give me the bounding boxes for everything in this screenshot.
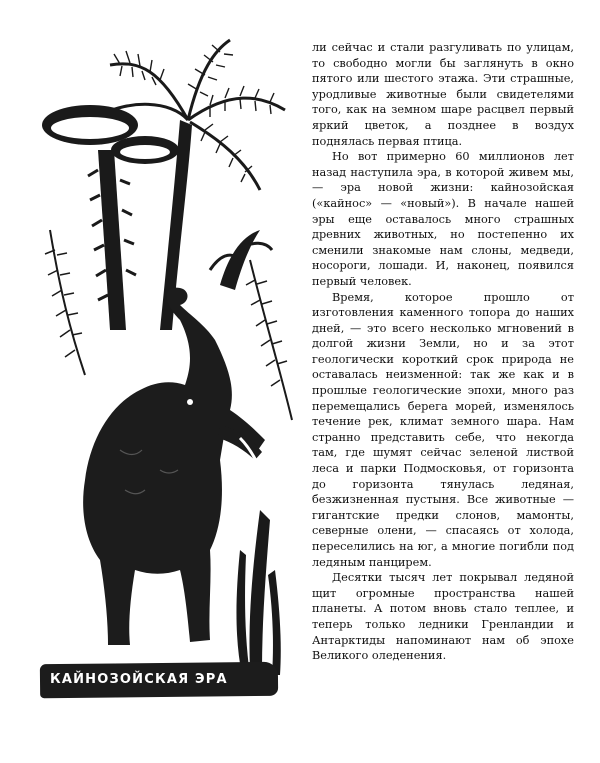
cenozoic-illustration (30, 30, 300, 710)
paragraph: Время, которое прошло от изготовления каменного топора до наших дней, — это всего несколько мгновений в долгой жизни Земли, но и за этот геологически короткий срок природа не оставалась неизменной: так же как и в прошлые геологические эпохи, много раз перемещались берега морей, изменялось течение рек, климат земного шара. Нам странно представить себе, что некогда там, где шумят сейчас зеленой листвой леса и парки Подмосковья, от горизонта до горизонта тянулась ледяная, безжизненная пустыня. Все животные — гигантские предки слонов, мамонты, северные олени, — спасаясь от холода, переселились на юг, а многие погибли под ледяным панцирем. (312, 290, 574, 569)
right-fern (250, 260, 292, 420)
paragraph: Десятки тысяч лет покрывал ледяной щит огромные пространства нашей планеты. А потом вновь стало теплее, и теперь только ледники Гренландии и Антарктиды напоминают нам об эпохе Великого оледенения. (312, 571, 574, 663)
elephant-eye (187, 399, 193, 405)
tree-trunk (98, 150, 126, 330)
tall-grass (249, 510, 270, 670)
paragraph: Но вот примерно 60 миллионов лет назад наступила эра, в которой живем мы, — эра новой жизни: кайнозойская («кайнос» — «новый»). В начале нашей эры еще оставалось много страшных древних животных, но постепенно их сменили знакомые нам слоны, медведи, носороги, лошади. И, наконец, появился первый человек. (312, 150, 574, 288)
illustration-caption: КАЙНОЗОЙСКАЯ ЭРА (50, 672, 228, 687)
body-text (312, 40, 574, 664)
left-fern (50, 230, 85, 375)
paragraph: ли сейчас и стали разгуливать по улицам, то свободно могли бы заглянуть в окно пятого или шестого этажа. Эти страшные, уродливые животные были свидетелями того, как на земном шаре расцвел первый яркий цветок, а позднее в воздух поднялась первая птица. (312, 41, 574, 148)
